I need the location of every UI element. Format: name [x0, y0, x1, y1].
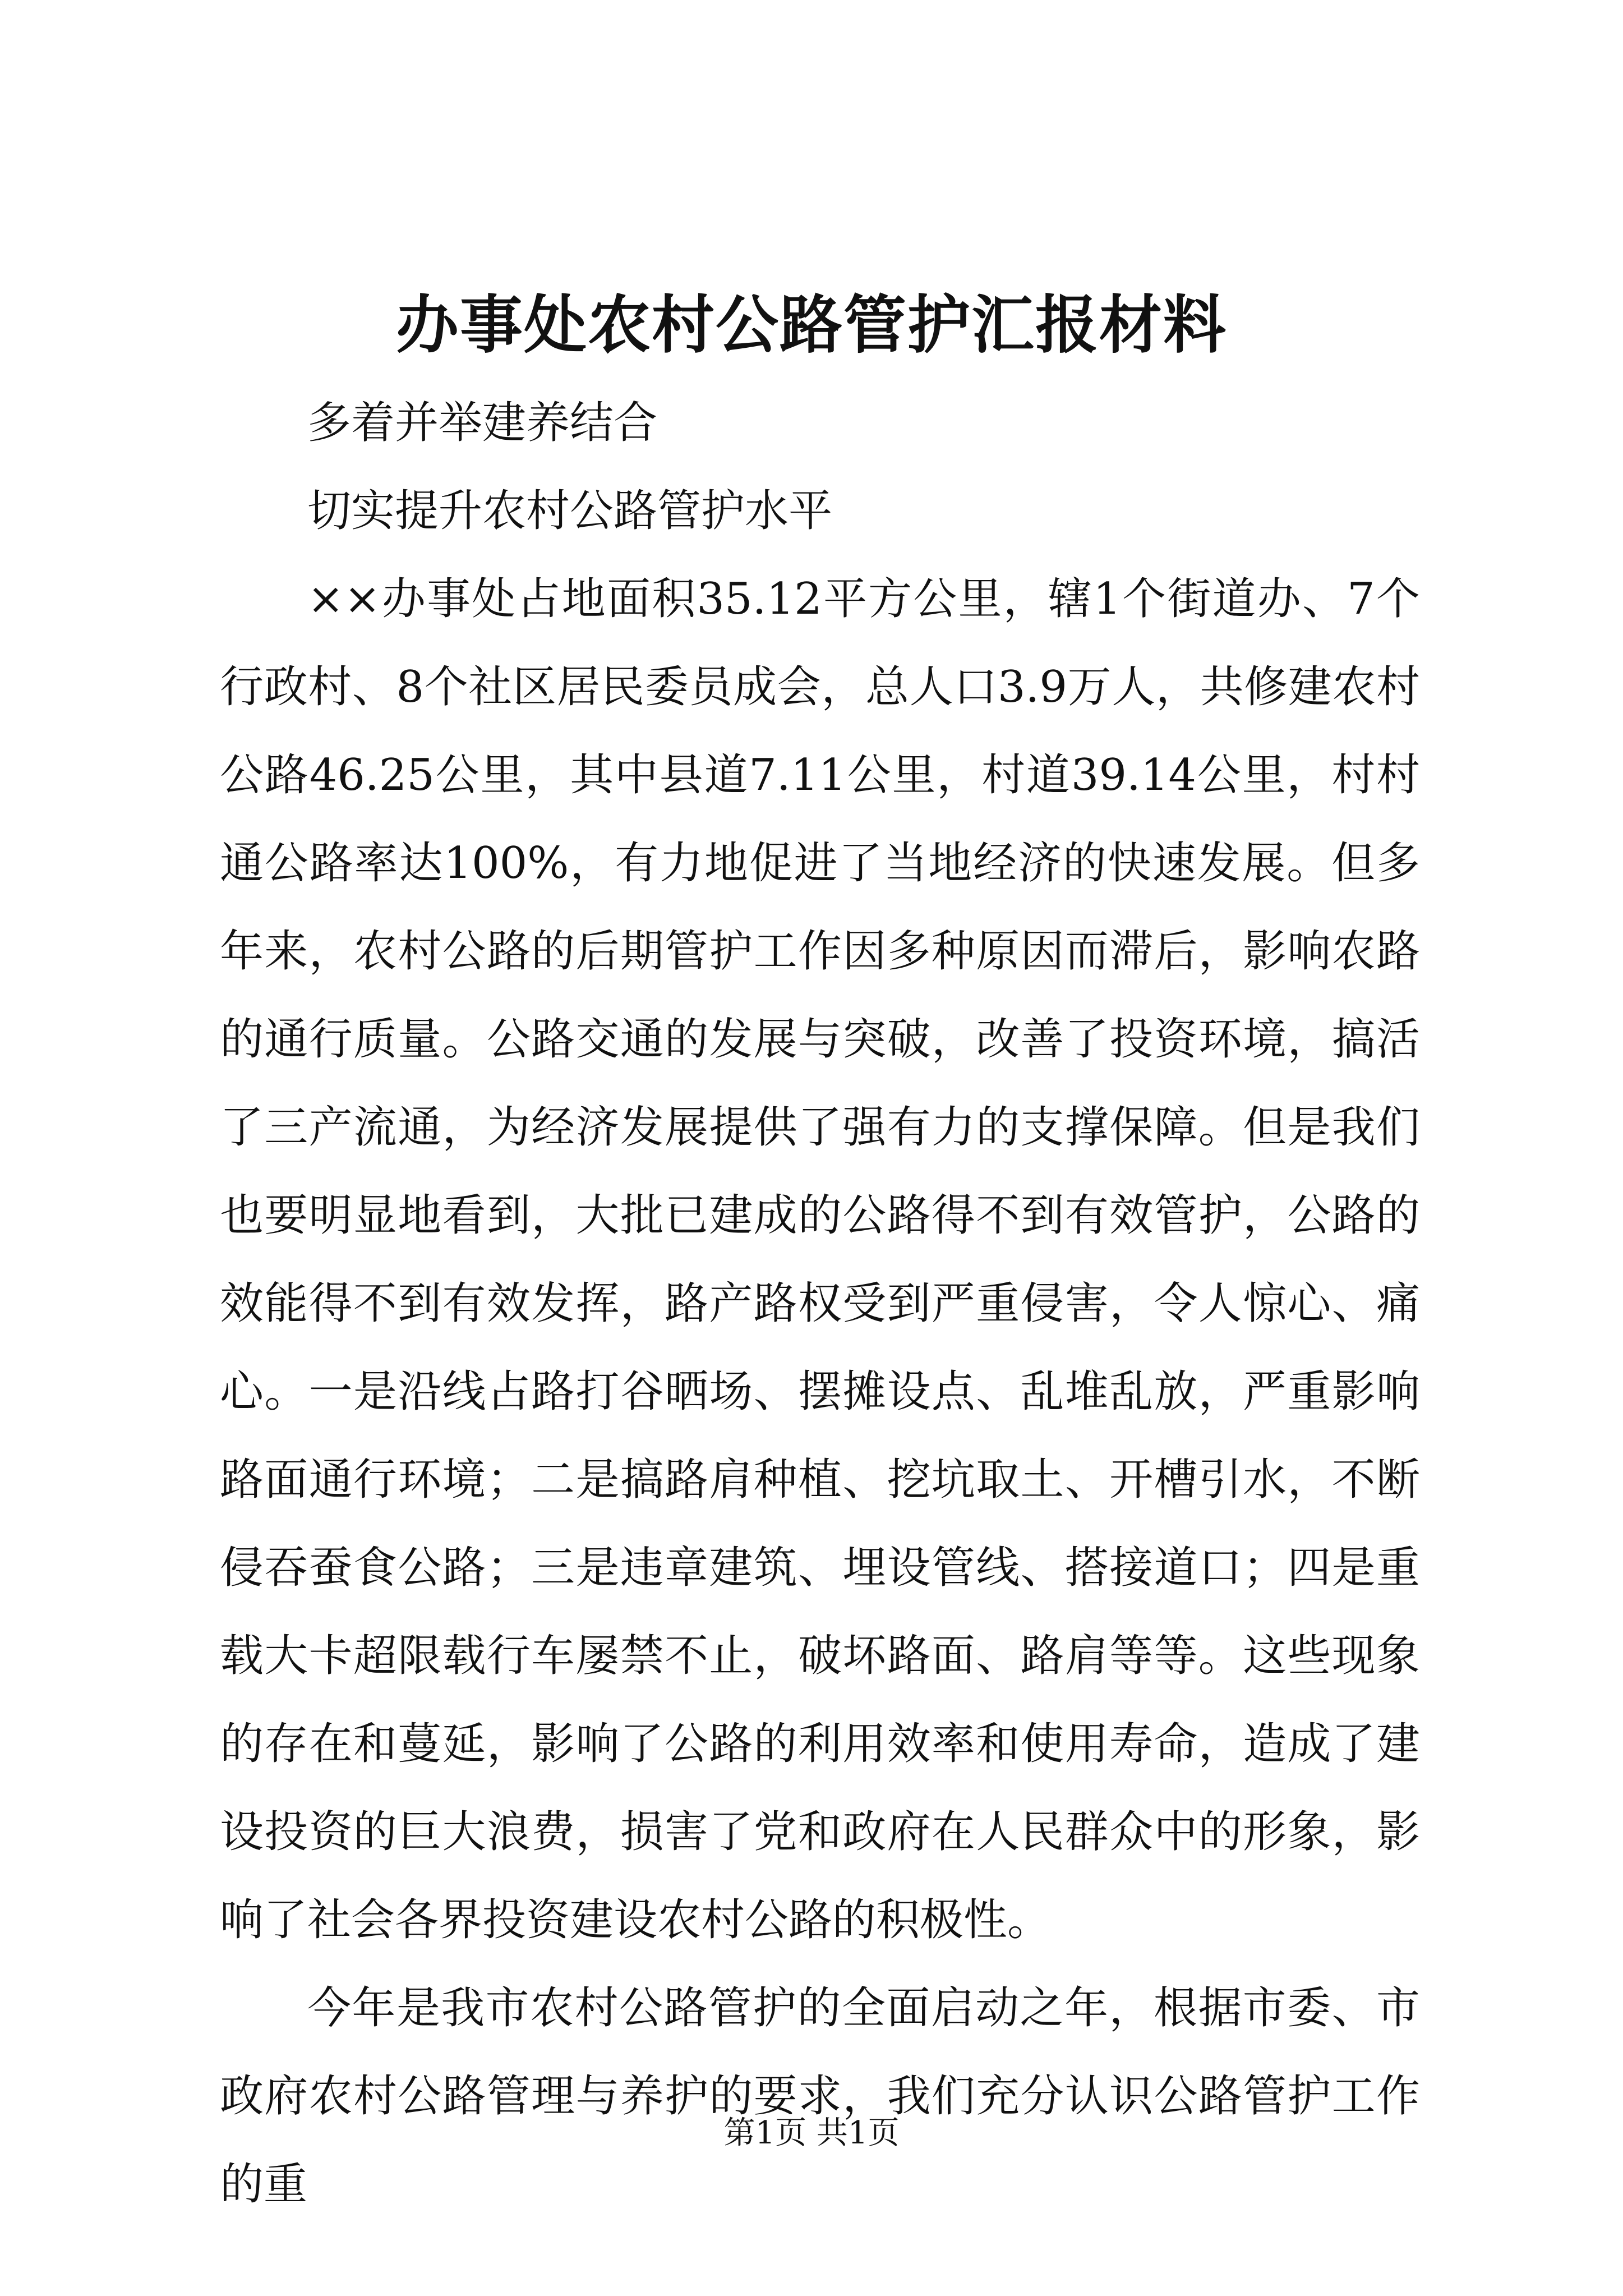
page-number-footer: 第1页 共1页 [723, 2115, 900, 2151]
body-paragraph-1: ××办事处占地面积35.12平方公里，辖1个街道办、7个行政村、8个社区居民委员成会，总人口3.9万人，共修建农村公路46.25公里，其中县道7.11公里，村道39.14公里，村村通公路率达100%，有力地促进了当地经济的快速发展。但多年来，农村公路的后期管护工作因多种原因而滞后，影响农路的通行质量。公路交通的发展与突破，改善了投资环境，搞活了三产流通，为经济发展提供了强有力的支撑保障。但是我们也要明显地看到，大批已建成的公路得不到有效管护，公路的效能得不到有效发挥，路产路权受到严重侵害，令人惊心、痛心。一是沿线占路打谷晒场、摆摊设点、乱堆乱放，严重影响路面通行环境；二是搞路肩种植、挖坑取土、开槽引水，不断侵吞蚕食公路；三是违章建筑、埋设管线、搭接道口；四是重载大卡超限载行车屡禁不止，破坏路面、路肩等等。这些现象的存在和蔓延，影响了公路的利用效率和使用寿命，造成了建设投资的巨大浪费，损害了党和政府在人民群众中的形象，影响了社会各界投资建设农村公路的积极性。 [220, 574, 1420, 1945]
document-body [220, 379, 1420, 2229]
document-title: 办事处农村公路管护汇报材料 [396, 288, 1227, 362]
subtitle-line-1: 多着并举建养结合 [307, 398, 658, 448]
body-paragraph-2: 今年是我市农村公路管护的全面启动之年，根据市委、市政府农村公路管理与养护的要求，我们充分认识公路管护工作的重 [220, 1983, 1420, 2210]
subtitle-line-2: 切实提升农村公路管护水平 [307, 486, 833, 536]
